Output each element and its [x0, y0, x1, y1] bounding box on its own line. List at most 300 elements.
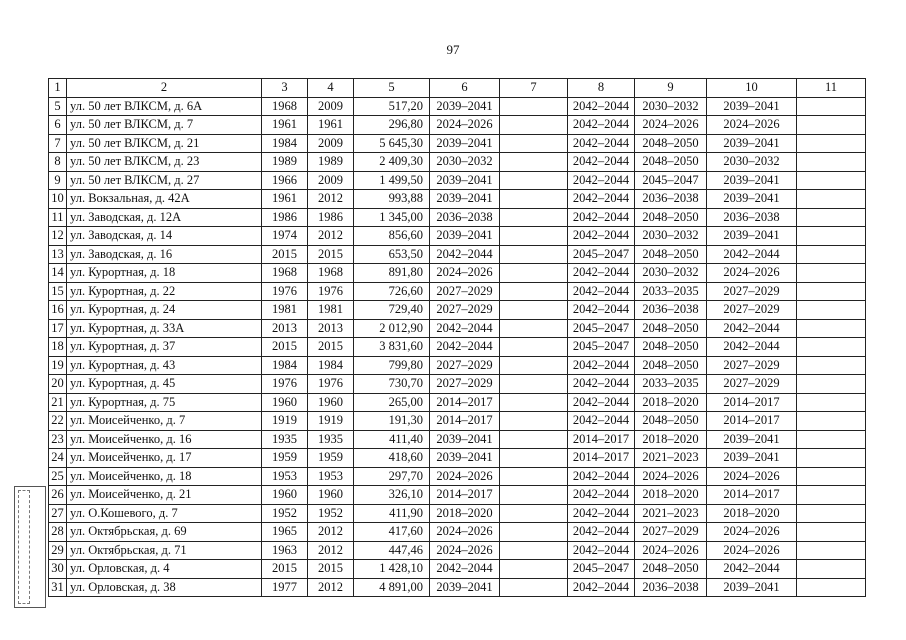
- period-roof-cell: 2024–2026: [430, 116, 500, 135]
- period-systems-cell: 2030–2032: [635, 97, 707, 116]
- year-overhaul-cell: 1986: [308, 208, 354, 227]
- period-facade-cell: 2042–2044: [568, 541, 635, 560]
- period-facade-cell: 2042–2044: [568, 375, 635, 394]
- period-facade-cell: 2042–2044: [568, 134, 635, 153]
- col-7-cell: [500, 486, 568, 505]
- area-cell: 4 891,00: [354, 578, 430, 597]
- year-built-cell: 2015: [262, 338, 308, 357]
- col-7-cell: [500, 578, 568, 597]
- col-11-cell: [797, 541, 866, 560]
- period-facade-cell: 2014–2017: [568, 430, 635, 449]
- period-facade-cell: 2042–2044: [568, 412, 635, 431]
- year-built-cell: 1961: [262, 190, 308, 209]
- address-cell: ул. Орловская, д. 38: [67, 578, 262, 597]
- col-11-cell: [797, 97, 866, 116]
- period-elevator-cell: 2024–2026: [707, 116, 797, 135]
- table-row: [49, 134, 866, 153]
- row-number-cell: 30: [49, 560, 67, 579]
- area-cell: 856,60: [354, 227, 430, 246]
- period-roof-cell: 2036–2038: [430, 208, 500, 227]
- col-7-cell: [500, 467, 568, 486]
- period-elevator-cell: 2039–2041: [707, 171, 797, 190]
- ministry-stamp: [14, 486, 46, 608]
- col-7-cell: [500, 282, 568, 301]
- address-cell: ул. 50 лет ВЛКСМ, д. 6А: [67, 97, 262, 116]
- table-row: [49, 375, 866, 394]
- year-overhaul-cell: 2012: [308, 190, 354, 209]
- period-facade-cell: 2014–2017: [568, 449, 635, 468]
- area-cell: 326,10: [354, 486, 430, 505]
- table-row: [49, 393, 866, 412]
- table-row: [49, 578, 866, 597]
- table-row: [49, 208, 866, 227]
- period-roof-cell: 2042–2044: [430, 338, 500, 357]
- year-overhaul-cell: 1959: [308, 449, 354, 468]
- table-row: [49, 319, 866, 338]
- row-number-cell: 13: [49, 245, 67, 264]
- period-systems-cell: 2048–2050: [635, 134, 707, 153]
- period-systems-cell: 2048–2050: [635, 412, 707, 431]
- address-cell: ул. 50 лет ВЛКСМ, д. 7: [67, 116, 262, 135]
- year-overhaul-cell: 1968: [308, 264, 354, 283]
- area-cell: 993,88: [354, 190, 430, 209]
- col-11-cell: [797, 282, 866, 301]
- period-elevator-cell: 2042–2044: [707, 338, 797, 357]
- address-cell: ул. Моисейченко, д. 17: [67, 449, 262, 468]
- table-row: [49, 301, 866, 320]
- row-number-cell: 25: [49, 467, 67, 486]
- address-cell: ул. Курортная, д. 33А: [67, 319, 262, 338]
- area-cell: 411,90: [354, 504, 430, 523]
- year-built-cell: 1976: [262, 282, 308, 301]
- year-built-cell: 1960: [262, 393, 308, 412]
- col-11-cell: [797, 301, 866, 320]
- period-facade-cell: 2045–2047: [568, 338, 635, 357]
- col-7-cell: [500, 356, 568, 375]
- period-roof-cell: 2027–2029: [430, 356, 500, 375]
- year-overhaul-cell: 1961: [308, 116, 354, 135]
- period-roof-cell: 2014–2017: [430, 393, 500, 412]
- period-elevator-cell: 2039–2041: [707, 97, 797, 116]
- address-cell: ул. Курортная, д. 24: [67, 301, 262, 320]
- year-built-cell: 1919: [262, 412, 308, 431]
- col-7-cell: [500, 523, 568, 542]
- col-11-cell: [797, 486, 866, 505]
- col-7-cell: [500, 375, 568, 394]
- period-systems-cell: 2033–2035: [635, 282, 707, 301]
- area-cell: 2 012,90: [354, 319, 430, 338]
- period-systems-cell: 2027–2029: [635, 523, 707, 542]
- row-number-cell: 7: [49, 134, 67, 153]
- period-roof-cell: 2039–2041: [430, 190, 500, 209]
- col-7-cell: [500, 153, 568, 172]
- header-cell-2: 2: [67, 79, 262, 98]
- col-11-cell: [797, 116, 866, 135]
- row-number-cell: 10: [49, 190, 67, 209]
- period-roof-cell: 2024–2026: [430, 541, 500, 560]
- period-roof-cell: 2014–2017: [430, 486, 500, 505]
- row-number-cell: 6: [49, 116, 67, 135]
- address-cell: ул. 50 лет ВЛКСМ, д. 23: [67, 153, 262, 172]
- row-number-cell: 8: [49, 153, 67, 172]
- housing-schedule-table: [48, 78, 866, 597]
- year-built-cell: 1960: [262, 486, 308, 505]
- address-cell: ул. О.Кошевого, д. 7: [67, 504, 262, 523]
- period-roof-cell: 2039–2041: [430, 227, 500, 246]
- period-elevator-cell: 2014–2017: [707, 393, 797, 412]
- period-roof-cell: 2018–2020: [430, 504, 500, 523]
- period-systems-cell: 2018–2020: [635, 486, 707, 505]
- area-cell: 3 831,60: [354, 338, 430, 357]
- period-systems-cell: 2048–2050: [635, 319, 707, 338]
- col-11-cell: [797, 375, 866, 394]
- year-overhaul-cell: 2009: [308, 97, 354, 116]
- address-cell: ул. Моисейченко, д. 16: [67, 430, 262, 449]
- table-row: [49, 171, 866, 190]
- period-systems-cell: 2045–2047: [635, 171, 707, 190]
- period-facade-cell: 2042–2044: [568, 190, 635, 209]
- period-facade-cell: 2042–2044: [568, 282, 635, 301]
- area-cell: 447,46: [354, 541, 430, 560]
- area-cell: 297,70: [354, 467, 430, 486]
- address-cell: ул. Курортная, д. 18: [67, 264, 262, 283]
- year-overhaul-cell: 1960: [308, 486, 354, 505]
- year-overhaul-cell: 2015: [308, 560, 354, 579]
- year-overhaul-cell: 1919: [308, 412, 354, 431]
- period-elevator-cell: 2042–2044: [707, 245, 797, 264]
- period-roof-cell: 2042–2044: [430, 245, 500, 264]
- area-cell: 418,60: [354, 449, 430, 468]
- row-number-cell: 26: [49, 486, 67, 505]
- period-roof-cell: 2024–2026: [430, 467, 500, 486]
- period-elevator-cell: 2018–2020: [707, 504, 797, 523]
- period-facade-cell: 2042–2044: [568, 171, 635, 190]
- header-cell-3: 3: [262, 79, 308, 98]
- year-overhaul-cell: 2012: [308, 523, 354, 542]
- col-11-cell: [797, 449, 866, 468]
- area-cell: 726,60: [354, 282, 430, 301]
- table-row: [49, 282, 866, 301]
- year-built-cell: 1965: [262, 523, 308, 542]
- year-overhaul-cell: 2015: [308, 338, 354, 357]
- period-elevator-cell: 2039–2041: [707, 449, 797, 468]
- year-overhaul-cell: 1960: [308, 393, 354, 412]
- year-built-cell: 1984: [262, 356, 308, 375]
- col-11-cell: [797, 190, 866, 209]
- year-built-cell: 1984: [262, 134, 308, 153]
- year-built-cell: 1986: [262, 208, 308, 227]
- period-facade-cell: 2042–2044: [568, 116, 635, 135]
- period-systems-cell: 2033–2035: [635, 375, 707, 394]
- period-systems-cell: 2048–2050: [635, 208, 707, 227]
- row-number-cell: 5: [49, 97, 67, 116]
- year-overhaul-cell: 2012: [308, 541, 354, 560]
- area-cell: 653,50: [354, 245, 430, 264]
- col-7-cell: [500, 134, 568, 153]
- period-elevator-cell: 2014–2017: [707, 486, 797, 505]
- col-11-cell: [797, 134, 866, 153]
- address-cell: ул. Октябрьская, д. 71: [67, 541, 262, 560]
- period-roof-cell: 2039–2041: [430, 578, 500, 597]
- header-cell-7: 7: [500, 79, 568, 98]
- year-built-cell: 1935: [262, 430, 308, 449]
- year-overhaul-cell: 1976: [308, 375, 354, 394]
- period-elevator-cell: 2042–2044: [707, 560, 797, 579]
- col-11-cell: [797, 171, 866, 190]
- header-cell-10: 10: [707, 79, 797, 98]
- table-row: [49, 97, 866, 116]
- period-elevator-cell: 2027–2029: [707, 282, 797, 301]
- year-built-cell: 1977: [262, 578, 308, 597]
- address-cell: ул. 50 лет ВЛКСМ, д. 21: [67, 134, 262, 153]
- row-number-cell: 22: [49, 412, 67, 431]
- period-systems-cell: 2036–2038: [635, 578, 707, 597]
- year-overhaul-cell: 1984: [308, 356, 354, 375]
- row-number-cell: 11: [49, 208, 67, 227]
- table-row: [49, 486, 866, 505]
- row-number-cell: 17: [49, 319, 67, 338]
- col-7-cell: [500, 208, 568, 227]
- year-overhaul-cell: 2012: [308, 227, 354, 246]
- table-row: [49, 264, 866, 283]
- col-11-cell: [797, 153, 866, 172]
- table-row: [49, 190, 866, 209]
- period-systems-cell: 2048–2050: [635, 338, 707, 357]
- year-overhaul-cell: 2012: [308, 578, 354, 597]
- address-cell: ул. Моисейченко, д. 21: [67, 486, 262, 505]
- year-built-cell: 2013: [262, 319, 308, 338]
- area-cell: 1 499,50: [354, 171, 430, 190]
- period-facade-cell: 2045–2047: [568, 245, 635, 264]
- address-cell: ул. Моисейченко, д. 7: [67, 412, 262, 431]
- page-number: 97: [446, 42, 460, 57]
- year-built-cell: 1961: [262, 116, 308, 135]
- address-cell: ул. 50 лет ВЛКСМ, д. 27: [67, 171, 262, 190]
- area-cell: 411,40: [354, 430, 430, 449]
- col-7-cell: [500, 393, 568, 412]
- period-roof-cell: 2027–2029: [430, 375, 500, 394]
- period-facade-cell: 2042–2044: [568, 301, 635, 320]
- area-cell: 891,80: [354, 264, 430, 283]
- year-overhaul-cell: 2013: [308, 319, 354, 338]
- table-row: [49, 467, 866, 486]
- table-row: [49, 541, 866, 560]
- row-number-cell: 27: [49, 504, 67, 523]
- year-built-cell: 1981: [262, 301, 308, 320]
- col-11-cell: [797, 412, 866, 431]
- period-systems-cell: 2024–2026: [635, 467, 707, 486]
- header-cell-5: 5: [354, 79, 430, 98]
- area-cell: 417,60: [354, 523, 430, 542]
- col-11-cell: [797, 504, 866, 523]
- header-cell-8: 8: [568, 79, 635, 98]
- table-row: [49, 560, 866, 579]
- period-systems-cell: 2048–2050: [635, 356, 707, 375]
- row-number-cell: 16: [49, 301, 67, 320]
- address-cell: ул. Заводская, д. 16: [67, 245, 262, 264]
- year-overhaul-cell: 2009: [308, 134, 354, 153]
- year-built-cell: 1966: [262, 171, 308, 190]
- col-11-cell: [797, 319, 866, 338]
- table-row: [49, 153, 866, 172]
- year-built-cell: 1953: [262, 467, 308, 486]
- address-cell: ул. Курортная, д. 45: [67, 375, 262, 394]
- period-roof-cell: 2042–2044: [430, 560, 500, 579]
- col-7-cell: [500, 227, 568, 246]
- address-cell: ул. Курортная, д. 37: [67, 338, 262, 357]
- period-facade-cell: 2045–2047: [568, 319, 635, 338]
- period-systems-cell: 2048–2050: [635, 560, 707, 579]
- col-11-cell: [797, 393, 866, 412]
- period-roof-cell: 2039–2041: [430, 97, 500, 116]
- period-systems-cell: 2036–2038: [635, 301, 707, 320]
- period-elevator-cell: 2027–2029: [707, 356, 797, 375]
- period-facade-cell: 2042–2044: [568, 393, 635, 412]
- area-cell: 5 645,30: [354, 134, 430, 153]
- row-number-cell: 19: [49, 356, 67, 375]
- col-11-cell: [797, 245, 866, 264]
- area-cell: 799,80: [354, 356, 430, 375]
- year-built-cell: 2015: [262, 560, 308, 579]
- period-systems-cell: 2030–2032: [635, 227, 707, 246]
- period-elevator-cell: 2027–2029: [707, 301, 797, 320]
- period-systems-cell: 2021–2023: [635, 449, 707, 468]
- table-row: [49, 523, 866, 542]
- col-7-cell: [500, 560, 568, 579]
- period-elevator-cell: 2039–2041: [707, 134, 797, 153]
- period-systems-cell: 2018–2020: [635, 393, 707, 412]
- period-facade-cell: 2042–2044: [568, 467, 635, 486]
- period-elevator-cell: 2024–2026: [707, 264, 797, 283]
- year-overhaul-cell: 1953: [308, 467, 354, 486]
- table-row: [49, 356, 866, 375]
- year-built-cell: 1968: [262, 264, 308, 283]
- period-elevator-cell: 2014–2017: [707, 412, 797, 431]
- header-cell-6: 6: [430, 79, 500, 98]
- row-number-cell: 28: [49, 523, 67, 542]
- address-cell: ул. Курортная, д. 43: [67, 356, 262, 375]
- period-elevator-cell: 2036–2038: [707, 208, 797, 227]
- year-overhaul-cell: 1952: [308, 504, 354, 523]
- row-number-cell: 23: [49, 430, 67, 449]
- row-number-cell: 29: [49, 541, 67, 560]
- col-7-cell: [500, 97, 568, 116]
- address-cell: ул. Заводская, д. 12А: [67, 208, 262, 227]
- address-cell: ул. Октябрьская, д. 69: [67, 523, 262, 542]
- col-7-cell: [500, 264, 568, 283]
- period-facade-cell: 2042–2044: [568, 356, 635, 375]
- period-roof-cell: 2042–2044: [430, 319, 500, 338]
- period-elevator-cell: 2039–2041: [707, 227, 797, 246]
- col-7-cell: [500, 190, 568, 209]
- row-number-cell: 14: [49, 264, 67, 283]
- row-number-cell: 12: [49, 227, 67, 246]
- period-elevator-cell: 2027–2029: [707, 375, 797, 394]
- table-row: [49, 116, 866, 135]
- period-roof-cell: 2024–2026: [430, 523, 500, 542]
- year-built-cell: 1976: [262, 375, 308, 394]
- col-7-cell: [500, 449, 568, 468]
- period-roof-cell: 2027–2029: [430, 282, 500, 301]
- area-cell: 2 409,30: [354, 153, 430, 172]
- period-facade-cell: 2042–2044: [568, 523, 635, 542]
- address-cell: ул. Моисейченко, д. 18: [67, 467, 262, 486]
- year-overhaul-cell: 2009: [308, 171, 354, 190]
- col-7-cell: [500, 319, 568, 338]
- period-elevator-cell: 2039–2041: [707, 578, 797, 597]
- period-roof-cell: 2039–2041: [430, 134, 500, 153]
- area-cell: 191,30: [354, 412, 430, 431]
- period-facade-cell: 2042–2044: [568, 486, 635, 505]
- period-roof-cell: 2024–2026: [430, 264, 500, 283]
- col-7-cell: [500, 171, 568, 190]
- col-7-cell: [500, 301, 568, 320]
- col-7-cell: [500, 116, 568, 135]
- year-overhaul-cell: 1981: [308, 301, 354, 320]
- col-7-cell: [500, 430, 568, 449]
- row-number-cell: 21: [49, 393, 67, 412]
- area-cell: 730,70: [354, 375, 430, 394]
- period-facade-cell: 2042–2044: [568, 504, 635, 523]
- row-number-cell: 9: [49, 171, 67, 190]
- col-11-cell: [797, 430, 866, 449]
- col-7-cell: [500, 245, 568, 264]
- period-facade-cell: 2042–2044: [568, 153, 635, 172]
- table-row: [49, 412, 866, 431]
- address-cell: ул. Курортная, д. 22: [67, 282, 262, 301]
- table-row: [49, 245, 866, 264]
- table-row: [49, 504, 866, 523]
- period-roof-cell: 2039–2041: [430, 449, 500, 468]
- header-cell-4: 4: [308, 79, 354, 98]
- area-cell: 1 428,10: [354, 560, 430, 579]
- table-row: [49, 338, 866, 357]
- period-elevator-cell: 2024–2026: [707, 541, 797, 560]
- period-roof-cell: 2014–2017: [430, 412, 500, 431]
- col-11-cell: [797, 523, 866, 542]
- row-number-cell: 31: [49, 578, 67, 597]
- row-number-cell: 18: [49, 338, 67, 357]
- year-built-cell: 1989: [262, 153, 308, 172]
- col-11-cell: [797, 208, 866, 227]
- period-roof-cell: 2027–2029: [430, 301, 500, 320]
- col-11-cell: [797, 227, 866, 246]
- col-11-cell: [797, 264, 866, 283]
- header-row: [49, 79, 866, 98]
- year-built-cell: 1963: [262, 541, 308, 560]
- table-row: [49, 430, 866, 449]
- period-roof-cell: 2039–2041: [430, 171, 500, 190]
- col-7-cell: [500, 541, 568, 560]
- col-11-cell: [797, 578, 866, 597]
- col-7-cell: [500, 338, 568, 357]
- col-11-cell: [797, 338, 866, 357]
- address-cell: ул. Орловская, д. 4: [67, 560, 262, 579]
- period-roof-cell: 2030–2032: [430, 153, 500, 172]
- period-facade-cell: 2042–2044: [568, 97, 635, 116]
- year-overhaul-cell: 1976: [308, 282, 354, 301]
- year-built-cell: 1974: [262, 227, 308, 246]
- col-7-cell: [500, 504, 568, 523]
- header-cell-1: 1: [49, 79, 67, 98]
- table-row: [49, 227, 866, 246]
- area-cell: 517,20: [354, 97, 430, 116]
- period-systems-cell: 2024–2026: [635, 116, 707, 135]
- year-built-cell: 1959: [262, 449, 308, 468]
- col-11-cell: [797, 467, 866, 486]
- year-built-cell: 1952: [262, 504, 308, 523]
- period-facade-cell: 2045–2047: [568, 560, 635, 579]
